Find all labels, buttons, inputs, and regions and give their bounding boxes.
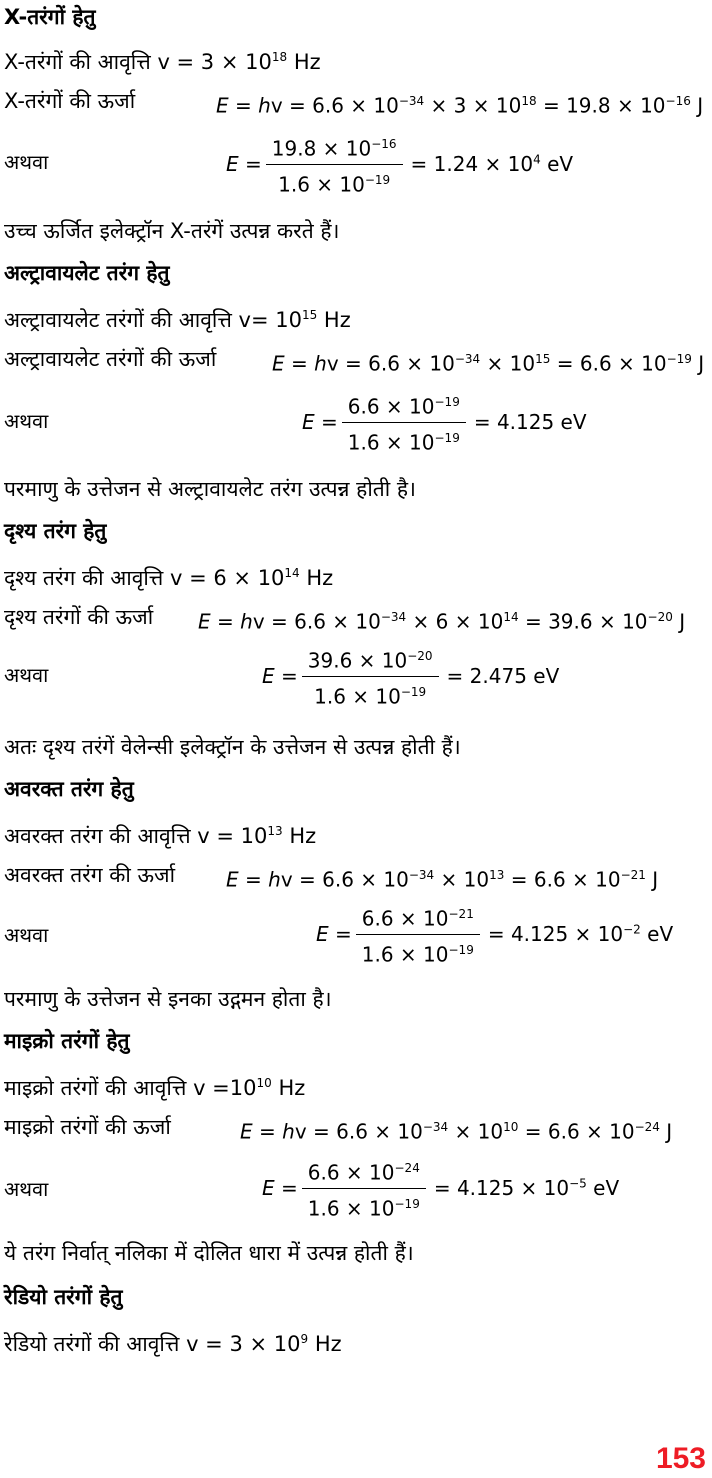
xray-frequency: X-तरंगों की आवृत्ति $v = 3 \times 10^{18}$ Hz — [4, 50, 321, 74]
ir-heading: अवरक्त तरंग हेतु — [4, 777, 134, 801]
visible-note: अतः दृश्य तरंगें वेलेन्सी इलेक्ट्रॉन के उत्तेजन से उत्पन्न होती हैं। — [4, 735, 461, 759]
micro-energy-equation: E = hv = $6.6 \times 10^{-34} \times 10^{10} = 6.6 \times 10^{-24}$ J — [240, 1119, 673, 1144]
uv-frequency: अल्ट्रावायलेट तरंगों की आवृत्ति $v= 10^{15}$ Hz — [4, 308, 351, 332]
ir-energy-equation: E = hv = $6.6 \times 10^{-34} \times 10^{13} = 6.6 \times 10^{-21}$ J — [226, 867, 659, 892]
uv-heading: अल्ट्रावायलेट तरंग हेतु — [4, 261, 170, 285]
ir-note: परमाणु के उत्तेजन से इनका उद्गमन होता है। — [4, 987, 332, 1011]
ir-frequency: अवरक्त तरंग की आवृत्ति $v = 10^{13}$ Hz — [4, 824, 317, 848]
xray-athva: अथवा — [4, 150, 49, 174]
xray-energy-label: X-तरंगों की ऊर्जा — [4, 89, 136, 113]
radio-frequency: रेडियो तरंगों की आवृत्ति $v = 3 \times 10^9$ Hz — [4, 1332, 342, 1356]
uv-ev-fraction: E = $\frac{6.6 \times 10^{-19}}{1.6 \times 10^{-19}}$ = 4.125 eV — [302, 390, 587, 454]
uv-energy-equation: E = hv = $6.6 \times 10^{-34} \times 10^{15} = 6.6 \times 10^{-19}$ J — [272, 351, 705, 376]
ir-energy-label: अवरक्त तरंग की ऊर्जा — [4, 863, 176, 887]
uv-energy-label: अल्ट्रावायलेट तरंगों की ऊर्जा — [4, 347, 217, 371]
micro-heading: माइक्रो तरंगों हेतु — [4, 1029, 130, 1053]
visible-energy-equation: E = hv = $6.6 \times 10^{-34} \times 6 \times 10^{14} = 39.6 \times 10^{-20}$ J — [198, 609, 686, 634]
uv-athva: अथवा — [4, 409, 49, 433]
uv-note: परमाणु के उत्तेजन से अल्ट्रावायलेट तरंग उत्पन्न होती है। — [4, 477, 416, 501]
visible-heading: दृश्य तरंग हेतु — [4, 519, 107, 543]
page-number: 153 — [655, 1442, 706, 1475]
xray-ev-fraction: E = $\frac{19.8 \times 10^{-16}}{1.6 \times 10^{-19}}$ = $1.24 \times 10^4$ eV — [226, 132, 573, 196]
visible-ev-fraction: E = $\frac{39.6 \times 10^{-20}}{1.6 \times 10^{-19}}$ = 2.475 eV — [262, 644, 559, 708]
ir-ev-fraction: E = $\frac{6.6 \times 10^{-21}}{1.6 \times 10^{-19}}$ = $4.125 \times 10^{-2}$ eV — [316, 902, 673, 966]
xray-energy-equation: E = hv = $6.6 \times 10^{-34} \times 3 \times 10^{18} = 19.8 \times 10^{-16}$ J — [216, 93, 704, 118]
micro-ev-fraction: E = $\frac{6.6 \times 10^{-24}}{1.6 \times 10^{-19}}$ = $4.125 \times 10^{-5}$ eV — [262, 1156, 619, 1220]
ir-athva: अथवा — [4, 923, 49, 947]
visible-athva: अथवा — [4, 663, 49, 687]
micro-note: ये तरंग निर्वात् नलिका में दोलित धारा में उत्पन्न होती हैं। — [4, 1241, 414, 1265]
visible-energy-label: दृश्य तरंगों की ऊर्जा — [4, 605, 154, 629]
xray-heading: X-तरंगों हेतु — [4, 5, 96, 29]
xray-note: उच्च ऊर्जित इलेक्ट्रॉन X-तरंगें उत्पन्न करते हैं। — [4, 219, 340, 243]
radio-heading: रेडियो तरंगों हेतु — [4, 1285, 123, 1309]
micro-athva: अथवा — [4, 1177, 49, 1201]
micro-energy-label: माइक्रो तरंगों की ऊर्जा — [4, 1115, 171, 1139]
visible-frequency: दृश्य तरंग की आवृत्ति $v = 6 \times 10^{14}$ Hz — [4, 566, 334, 590]
micro-frequency: माइक्रो तरंगों की आवृत्ति $v =10^{10}$ Hz — [4, 1076, 306, 1100]
